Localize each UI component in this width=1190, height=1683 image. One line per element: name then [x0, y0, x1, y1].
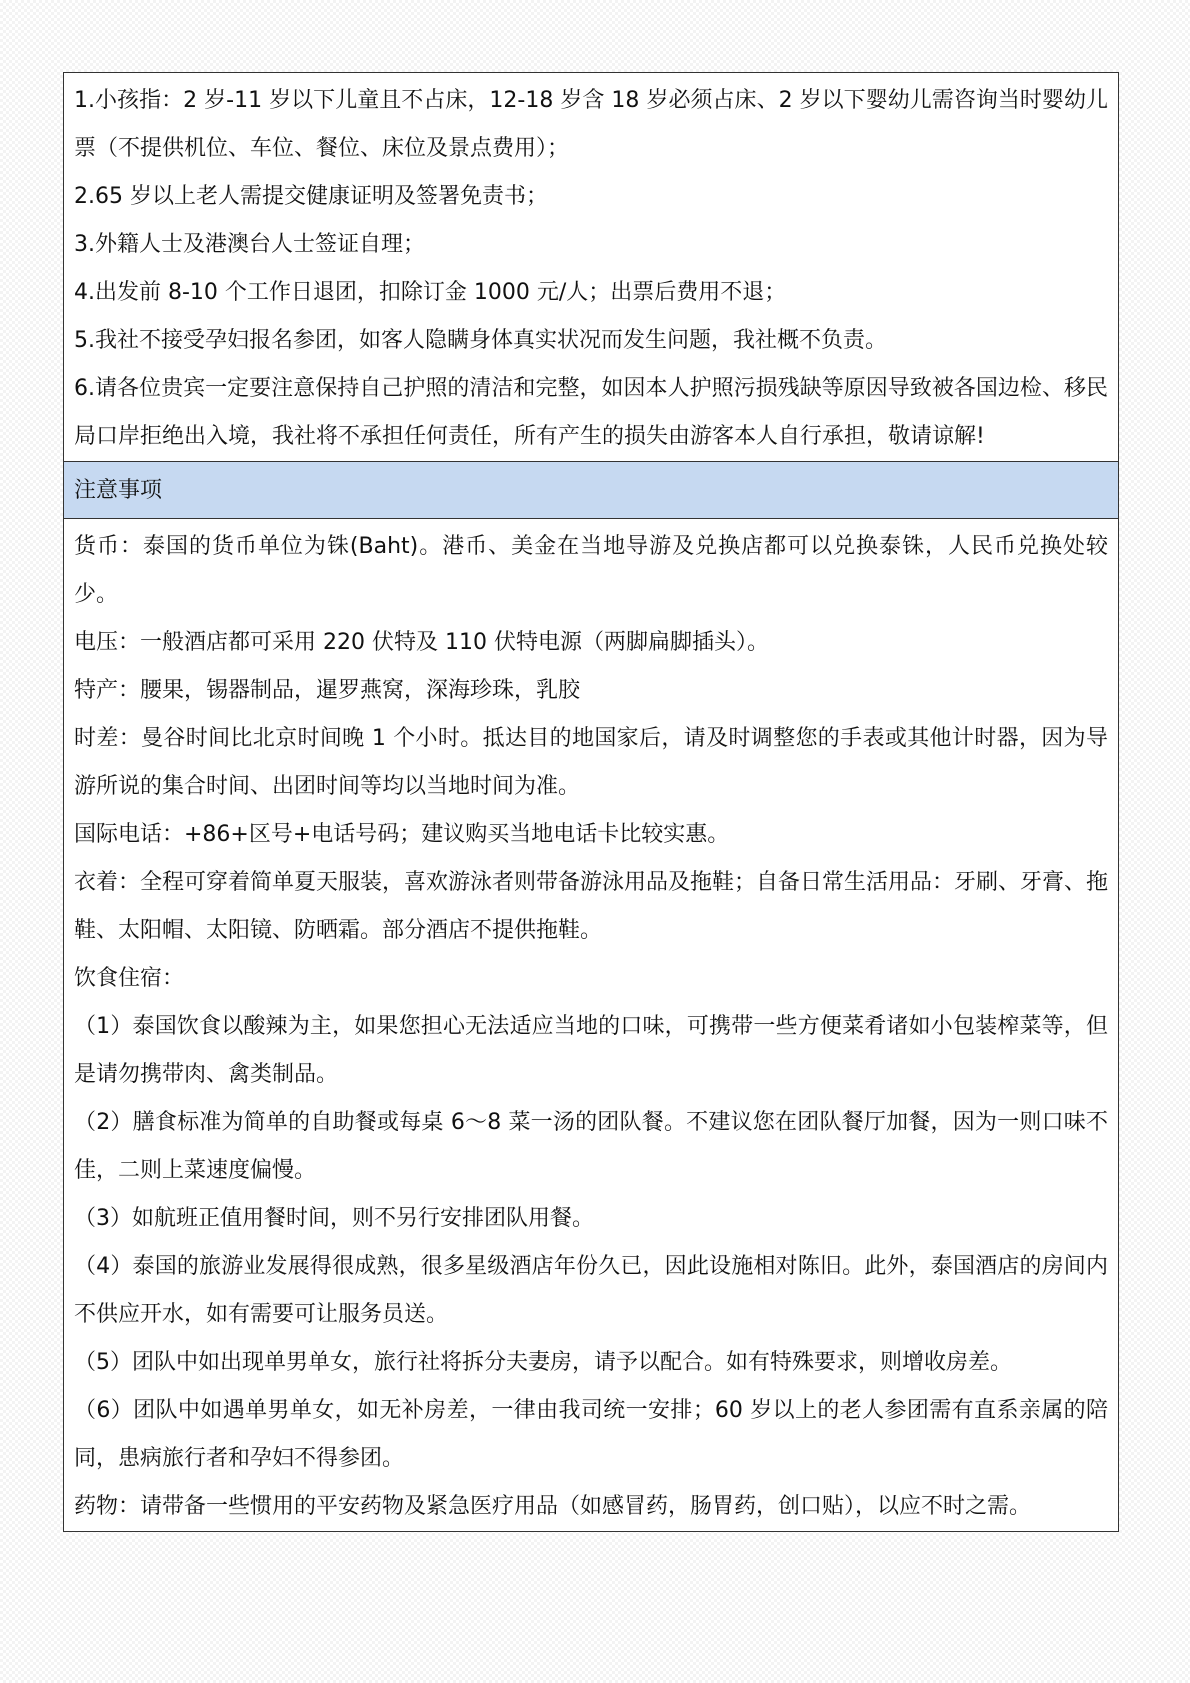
notice-subitem: （4）泰国的旅游业发展得很成熟，很多星级酒店年份久已，因此设施相对陈旧。此外，泰国酒店的房间内不供应开水，如有需要可让服务员送。 [74, 1254, 1108, 1327]
notice-subitem: （2）膳食标准为简单的自助餐或每桌 6～8 菜一汤的团队餐。不建议您在团队餐厅加餐，因为一则口味不佳，二则上菜速度偏慢。 [74, 1110, 1108, 1183]
notice-item-phone: 国际电话：+86+区号+电话号码；建议购买当地电话卡比较实惠。 [74, 822, 730, 847]
notices-cell [64, 519, 1118, 1531]
notice-item-voltage: 电压：一般酒店都可采用 220 伏特及 110 伏特电源（两脚扁脚插头）。 [74, 630, 769, 655]
notice-section-header: 注意事项 [64, 461, 1118, 519]
term-item: 1.小孩指：2 岁-11 岁以下儿童且不占床，12-18 岁含 18 岁必须占床、2 岁以下婴幼儿需咨询当时婴幼儿票（不提供机位、车位、餐位、床位及景点费用）； [74, 88, 1108, 161]
notice-subitem: （6）团队中如遇单男单女，如无补房差，一律由我司统一安排；60 岁以上的老人参团需有直系亲属的陪同，患病旅行者和孕妇不得参团。 [74, 1398, 1108, 1471]
travel-terms-table [63, 72, 1119, 1532]
notice-item-food-lodging: 饮食住宿： [74, 966, 185, 991]
notice-item-specialties: 特产：腰果，锡器制品，暹罗燕窝，深海珍珠，乳胶 [74, 678, 581, 703]
notice-item-medicine: 药物：请带备一些惯用的平安药物及紧急医疗用品（如感冒药，肠胃药，创口贴），以应不时之需。 [74, 1494, 1032, 1519]
notice-item-time-difference: 时差：曼谷时间比北京时间晚 1 个小时。抵达目的地国家后，请及时调整您的手表或其他计时器，因为导游所说的集合时间、出团时间等均以当地时间为准。 [74, 726, 1108, 799]
term-item: 2.65 岁以上老人需提交健康证明及签署免责书； [74, 184, 548, 209]
notice-item-clothing: 衣着：全程可穿着简单夏天服装，喜欢游泳者则带备游泳用品及拖鞋；自备日常生活用品：牙刷、牙膏、拖鞋、太阳帽、太阳镜、防晒霜。部分酒店不提供拖鞋。 [74, 870, 1109, 943]
notice-subitem: （1）泰国饮食以酸辣为主，如果您担心无法适应当地的口味，可携带一些方便菜肴诸如小包装榨菜等，但是请勿携带肉、禽类制品。 [74, 1014, 1108, 1087]
terms-cell [64, 73, 1118, 461]
notice-subitem: （5）团队中如出现单男单女，旅行社将拆分夫妻房，请予以配合。如有特殊要求，则增收房差。 [74, 1350, 1013, 1375]
term-item: 4.出发前 8-10 个工作日退团，扣除订金 1000 元/人；出票后费用不退； [74, 280, 787, 305]
notice-item-currency: 货币：泰国的货币单位为铢(Baht)。港币、美金在当地导游及兑换店都可以兑换泰铢，人民币兑换处较少。 [74, 534, 1108, 607]
notice-subitem: （3）如航班正值用餐时间，则不另行安排团队用餐。 [74, 1206, 594, 1231]
term-item: 3.外籍人士及港澳台人士签证自理； [74, 232, 425, 257]
term-item: 6.请各位贵宾一定要注意保持自己护照的清洁和完整，如因本人护照污损残缺等原因导致被各国边检、移民局口岸拒绝出入境，我社将不承担任何责任，所有产生的损失由游客本人自行承担，敬请谅解! [74, 376, 1108, 449]
term-item: 5.我社不接受孕妇报名参团，如客人隐瞒身体真实状况而发生问题，我社概不负责。 [74, 328, 887, 353]
